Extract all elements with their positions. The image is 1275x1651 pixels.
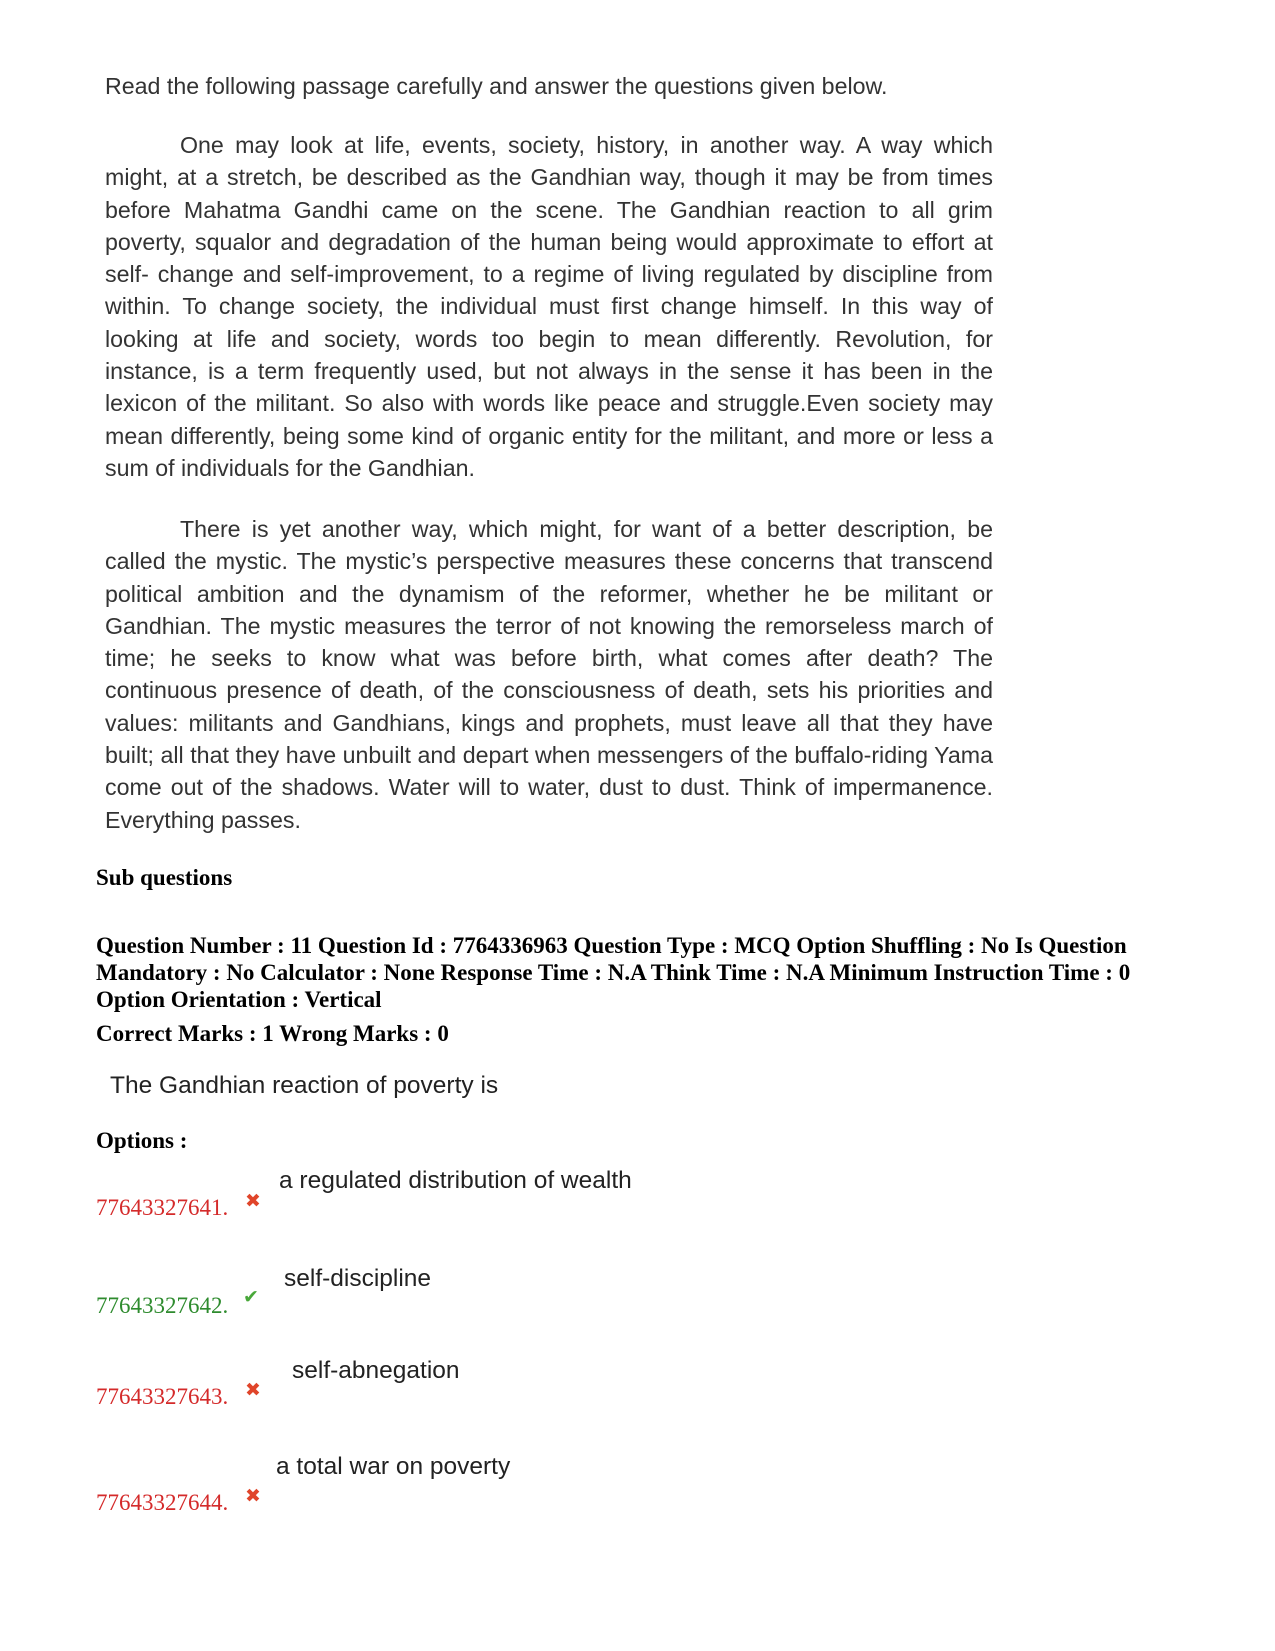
- option-text: a total war on poverty: [276, 1453, 511, 1480]
- passage-paragraph-2: There is yet another way, which might, for want of a better description, be called the mystic. The mystic’s perspective measures these concerns that transcend political ambition and the dynamism of the reformer, whether he be militant or Gandhian. The mystic measures the terror of not knowing the remorseless march of time; he seeks to know what was before birth, what comes after death? The continuous presence of death, of the consciousness of death, sets his priorities and values: militants and Gandhians, kings and prophets, must leave all that they have built; all that they have unbuilt and depart when messengers of the buffalo-riding Yama come out of the shadows. Water will to water, dust to dust. Think of impermanence. Everything passes.: [105, 516, 993, 833]
- option-text: self-discipline: [284, 1265, 432, 1292]
- question-metadata: Question Number : 11 Question Id : 7764336963 Question Type : MCQ Option Shuffling : No Is Question Mandatory : No Calculator : None Response Time : N.A Think Time : N.A Minimum Instruction Time : 0 Option Orientation : Vertical: [96, 933, 1131, 1012]
- option-text: self-abnegation: [292, 1357, 460, 1384]
- cross-icon: ✖: [245, 1190, 261, 1212]
- sub-questions-heading: Sub questions: [96, 865, 233, 890]
- option-id: 77643327644.: [96, 1490, 229, 1515]
- question-text: The Gandhian reaction of poverty is: [110, 1072, 499, 1099]
- option-id: 77643327643.: [96, 1384, 229, 1409]
- options-heading: Options :: [96, 1128, 188, 1153]
- option-id: 77643327641.: [96, 1195, 229, 1220]
- option-id: 77643327642.: [96, 1293, 229, 1318]
- option-text: a regulated distribution of wealth: [279, 1167, 632, 1194]
- cross-icon: ✖: [245, 1379, 261, 1401]
- check-icon: ✔: [243, 1286, 259, 1308]
- marks-info: Correct Marks : 1 Wrong Marks : 0: [96, 1021, 449, 1046]
- passage-instruction: Read the following passage carefully and answer the questions given below.: [105, 73, 888, 99]
- passage-paragraph-1: One may look at life, events, society, history, in another way. A way which might, at a stretch, be described as the Gandhian way, though it may be from times before Mahatma Gandhi came on the scene. The Gandhian reaction to all grim poverty, squalor and degradation of the human being would approximate to effort at self- change and self-improvement, to a regime of living regulated by discipline from within. To change society, the individual must first change himself. In this way of looking at life and society, words too begin to mean differently. Revolution, for instance, is a term frequently used, but not always in the sense it has been in the lexicon of the militant. So also with words like peace and struggle.Even society may mean differently, being some kind of organic entity for the militant, and more or less a sum of individuals for the Gandhian.: [105, 132, 993, 481]
- cross-icon: ✖: [245, 1485, 261, 1507]
